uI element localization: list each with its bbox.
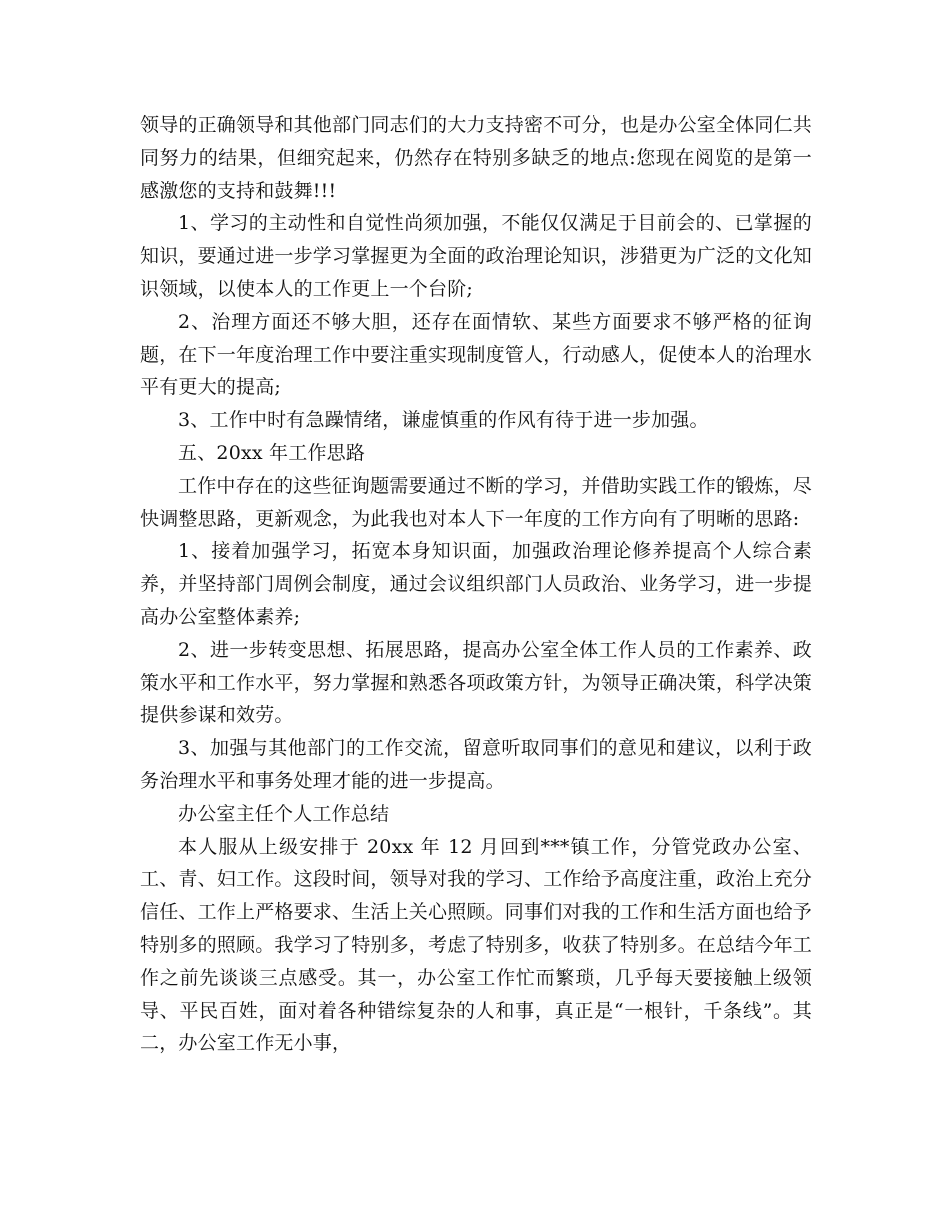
paragraph-plan-1: 1、接着加强学习，拓宽本身知识面，加强政治理论修养提高个人综合素养，并坚持部门周例会制度，通过会议组织部门人员政治、业务学习，进一步提高办公室整体素养; (140, 540, 813, 628)
paragraph-shortcoming-2: 2、治理方面还不够大胆，还存在面情软、某些方面要求不够严格的征询题，在下一年度治理工作中要注重实现制度管人，行动感人，促使本人的治理水平有更大的提高; (140, 310, 813, 399)
document-body (140, 109, 812, 1060)
section-heading-summary: 办公室主任个人工作总结 (178, 802, 390, 825)
paragraph-plan-intro: 工作中存在的这些征询题需要通过不断的学习，并借助实践工作的锻炼，尽快调整思路，更新观念，为此我也对本人下一年度的工作方向有了明晰的思路: (140, 474, 812, 530)
paragraph-plan-2: 2、进一步转变思想、拓展思路，提高办公室全体工作人员的工作素养、政策水平和工作水平，努力掌握和熟悉各项政策方针，为领导正确决策，科学决策提供参谋和效劳。 (140, 638, 813, 727)
paragraph-shortcoming-1: 1、学习的主动性和自觉性尚须加强，不能仅仅满足于目前会的、已掌握的知识，要通过进一步学习掌握更为全面的政治理论知识，涉猎更为广泛的文化知识领域，以使本人的工作更上一个台阶; (140, 212, 813, 300)
section-heading-work-plan: 五、20xx 年工作思路 (178, 441, 366, 464)
paragraph-summary-body: 本人服从上级安排于 20xx 年 12 月回到***镇工作，分管党政办公室、工、青、妇工作。这段时间，领导对我的学习、工作给予高度注重，政治上充分信任、工作上严格要求、生活上关心照顾。同事们对我的工作和生活方面也给予特别多的照顾。我学习了特别多，考虑了特别多，收获了特别多。在总结今年工作之前先谈谈三点感受。其一，办公室工作忙而繁琐，几乎每天要接触上级领导、平民百姓，面对着各种错综复杂的人和事，真正是“一根针，千条线”。其二，办公室工作无小事， (140, 835, 813, 1055)
paragraph-continuation: 领导的正确领导和其他部门同志们的大力支持密不可分，也是办公室全体同仁共同努力的结果，但细究起来，仍然存在特别多缺乏的地点:您现在阅览的是第一感激您的支持和鼓舞!!! (140, 114, 813, 202)
paragraph-plan-3: 3、加强与其他部门的工作交流，留意听取同事们的意见和建议，以利于政务治理水平和事务处理才能的进一步提高。 (140, 737, 812, 792)
paragraph-shortcoming-3: 3、工作中时有急躁情绪，谦虚慎重的作风有待于进一步加强。 (178, 409, 709, 432)
